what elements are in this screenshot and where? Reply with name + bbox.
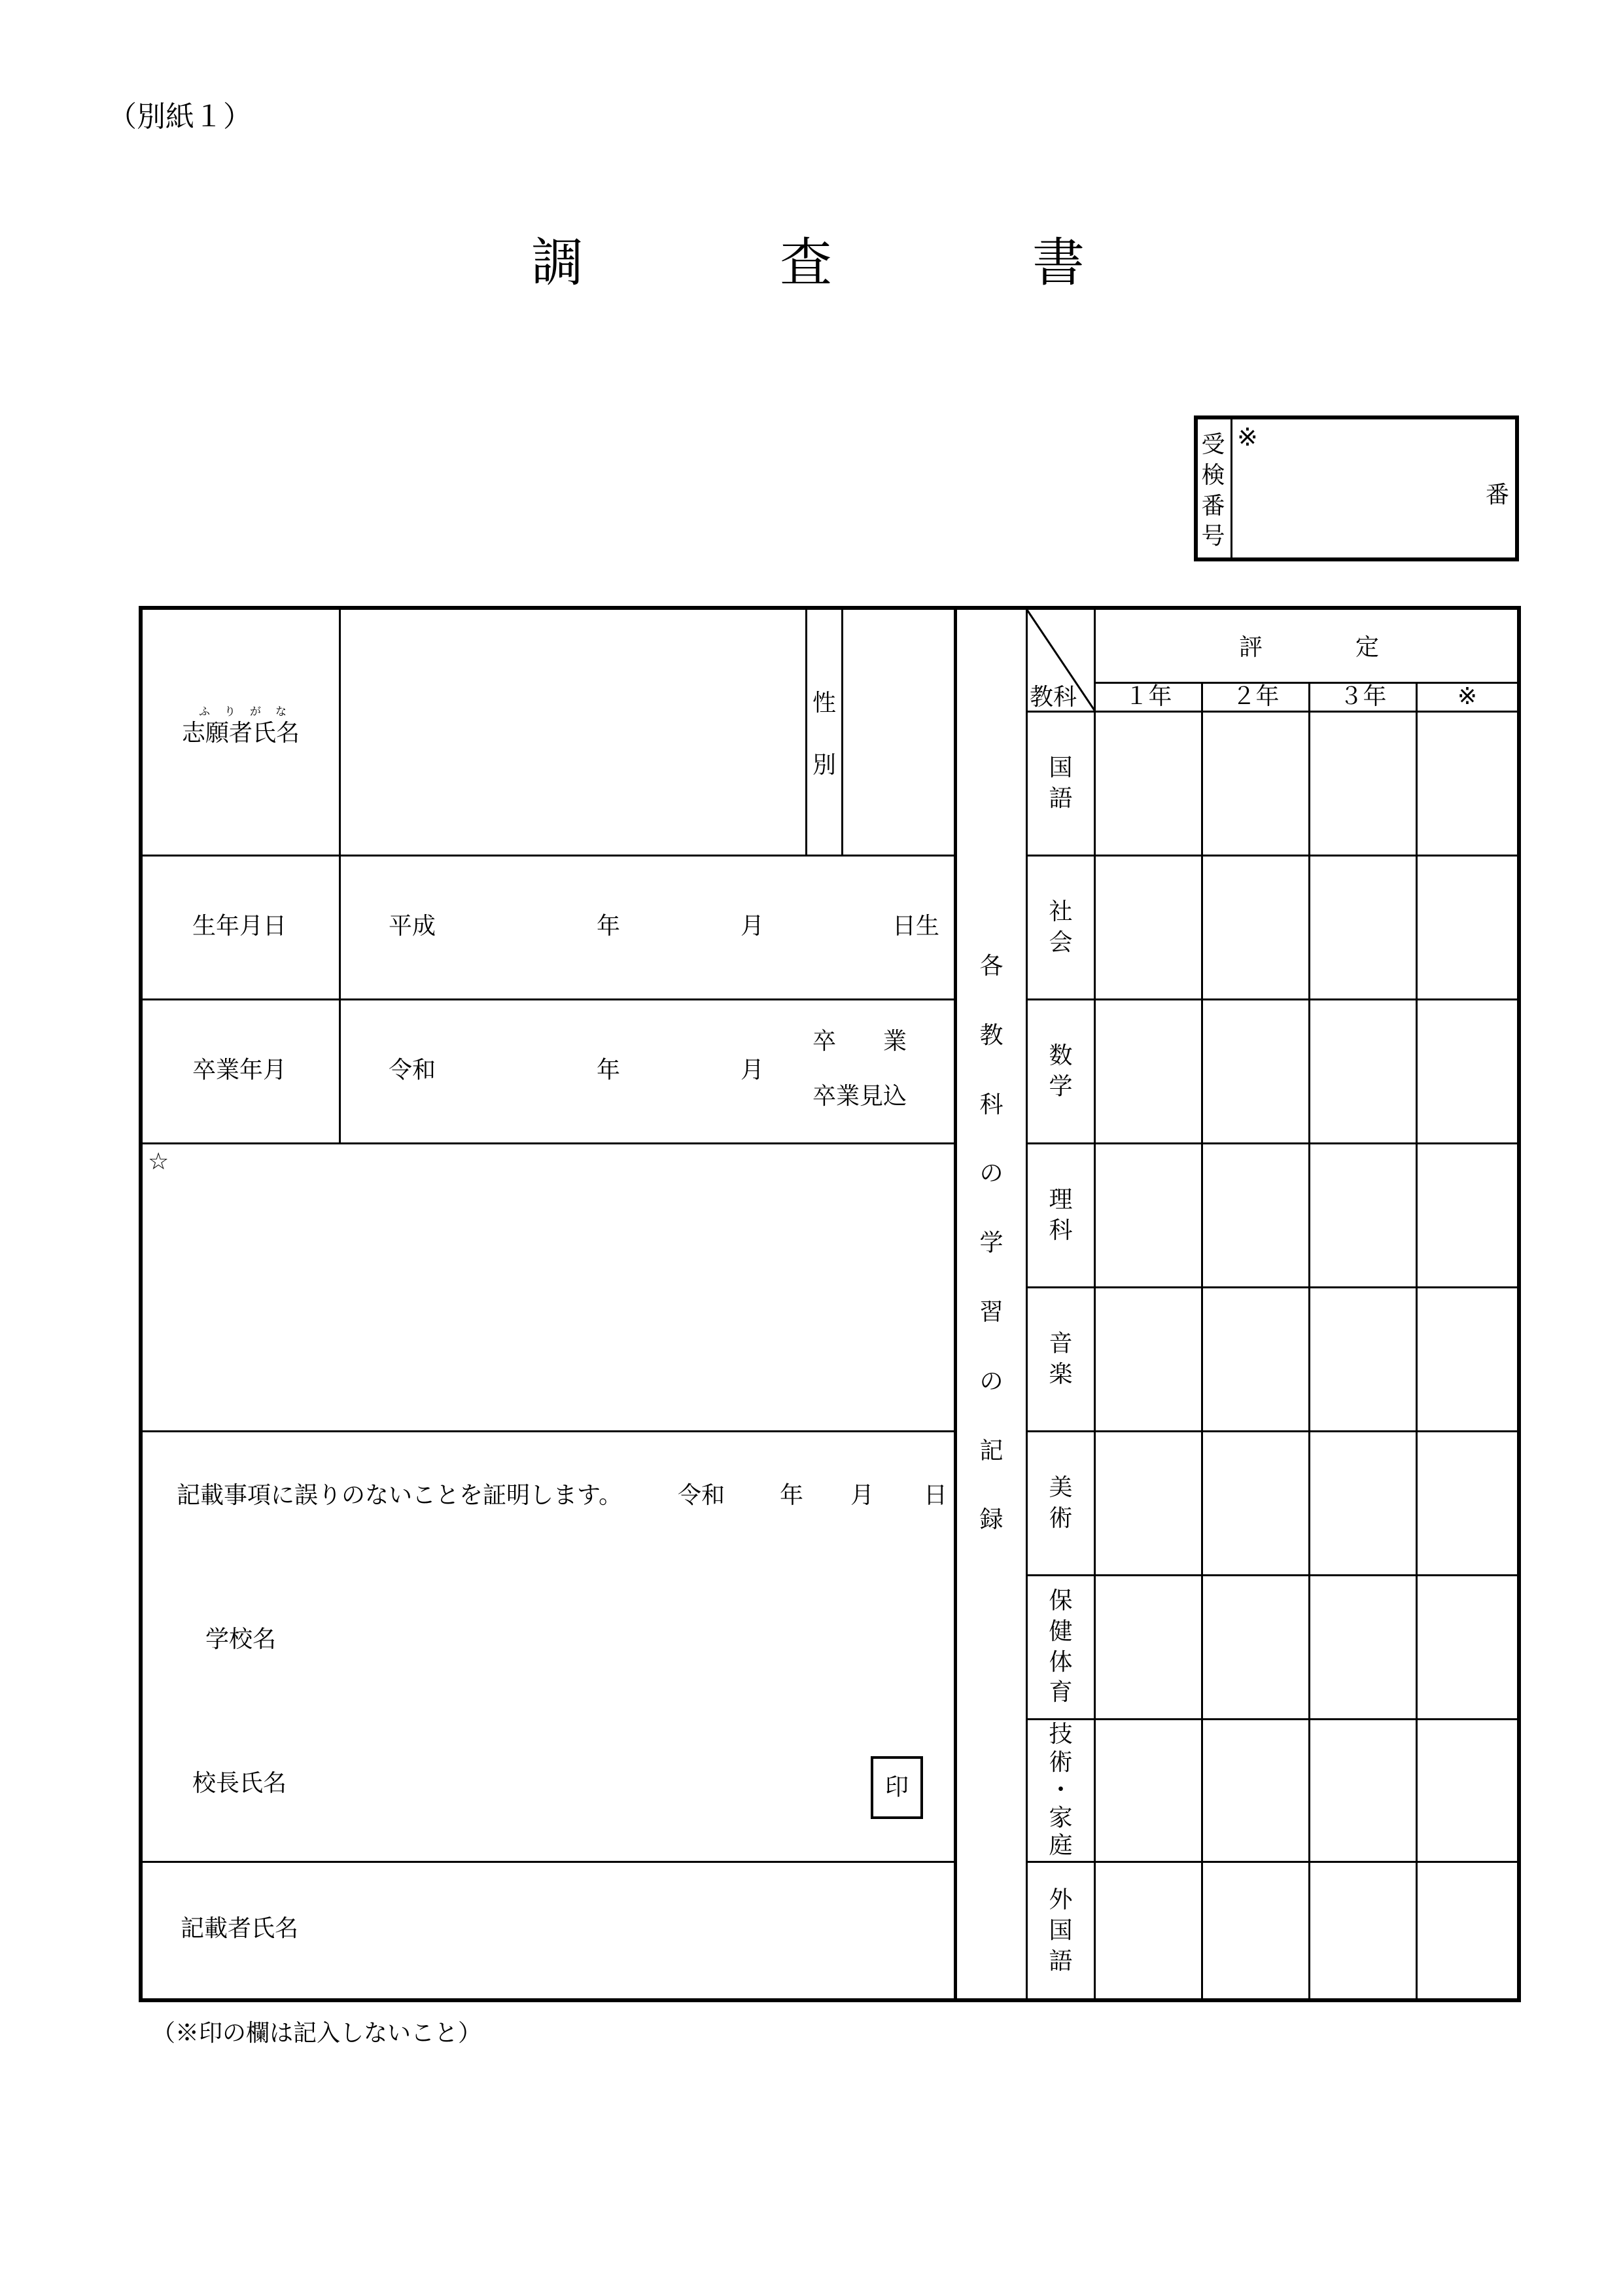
official-cell <box>1418 1144 1517 1288</box>
subject-char: 健 <box>1049 1617 1073 1645</box>
heading-char: 各 <box>979 953 1003 980</box>
subject-char: 技 <box>1049 1721 1073 1748</box>
grade-cell[interactable] <box>1310 857 1418 1000</box>
school-name-field[interactable] <box>313 1604 901 1676</box>
subject-char: 語 <box>1049 785 1073 812</box>
year-1-header: １年 <box>1125 683 1172 710</box>
grade-cell[interactable] <box>1310 1000 1418 1144</box>
subject-char: 庭 <box>1049 1832 1073 1860</box>
subject-char: 学 <box>1049 1072 1073 1100</box>
graduation-month-field[interactable] <box>627 1035 731 1107</box>
subject-header: 教科 <box>1030 684 1077 711</box>
official-cell <box>1418 1720 1517 1863</box>
birth-month-field[interactable] <box>627 891 731 963</box>
official-cell <box>1418 857 1517 1000</box>
subject-tech-home <box>1028 1720 1094 1861</box>
grade-cell[interactable] <box>1096 1144 1203 1288</box>
grade-cell[interactable] <box>1096 713 1203 857</box>
grade-cell[interactable] <box>1096 1000 1203 1144</box>
subject-char: 術 <box>1049 1748 1073 1776</box>
subject-science <box>1028 1144 1094 1286</box>
subject-char: 科 <box>1049 1216 1073 1244</box>
official-use-mark: ※ <box>1237 423 1258 451</box>
exam-number-field[interactable] <box>1237 446 1479 531</box>
heading-char: 習 <box>979 1298 1003 1326</box>
subject-social-studies <box>1028 857 1094 998</box>
grade-cell[interactable] <box>1203 1432 1310 1576</box>
birth-era: 平成 <box>389 913 436 940</box>
subject-char: ・ <box>1049 1776 1073 1804</box>
grade-cell[interactable] <box>1203 1863 1310 2000</box>
exam-label-char: 受 <box>1201 431 1225 458</box>
grade-cell[interactable] <box>1203 1576 1310 1720</box>
subject-char: 家 <box>1049 1804 1073 1831</box>
grade-cell[interactable] <box>1203 857 1310 1000</box>
sheet-label: （別紙１） <box>108 100 252 133</box>
subject-char: 語 <box>1049 1947 1073 1975</box>
grade-cell[interactable] <box>1203 1144 1310 1288</box>
graduation-month-unit: 月 <box>741 1057 765 1084</box>
graduation-option-expected[interactable]: 卒業見込 <box>812 1083 907 1110</box>
subject-char: 保 <box>1049 1587 1073 1614</box>
official-cell <box>1418 1863 1517 2000</box>
subject-char: 会 <box>1049 928 1073 956</box>
star-mark: ☆ <box>148 1148 169 1175</box>
exam-number-label <box>1198 419 1232 557</box>
heading-char: の <box>979 1368 1003 1395</box>
official-cell <box>1418 713 1517 857</box>
grade-cell[interactable] <box>1203 713 1310 857</box>
heading-char: の <box>979 1160 1003 1188</box>
grade-cell[interactable] <box>1203 1288 1310 1432</box>
subject-char: 楽 <box>1049 1360 1073 1388</box>
subject-japanese <box>1028 713 1094 855</box>
gender-label-char: 性 <box>812 690 836 716</box>
gender-label-char: 別 <box>812 751 836 779</box>
subject-char: 育 <box>1049 1679 1073 1706</box>
applicant-name-label-block <box>182 707 300 745</box>
grade-cell[interactable] <box>1096 1576 1203 1720</box>
writer-name-label: 記載者氏名 <box>181 1915 299 1942</box>
heading-char: 録 <box>979 1506 1003 1534</box>
birth-year-field[interactable] <box>450 891 581 963</box>
document-title-char-1: 調 <box>531 232 584 293</box>
subject-char: 体 <box>1049 1648 1073 1676</box>
subject-char: 美 <box>1049 1474 1073 1501</box>
exam-label-char: 号 <box>1201 523 1225 550</box>
grade-cell[interactable] <box>1096 1863 1203 2000</box>
exam-number-box <box>1194 415 1519 561</box>
heading-char: 教 <box>979 1021 1003 1049</box>
exam-number-suffix: 番 <box>1486 482 1510 508</box>
grade-cell[interactable] <box>1203 1720 1310 1863</box>
grade-cell[interactable] <box>1096 857 1203 1000</box>
document-title-char-2: 査 <box>780 232 832 293</box>
graduation-label: 卒業年月 <box>192 1057 287 1084</box>
footer-note: （※印の欄は記入しないこと） <box>152 2020 482 2047</box>
official-cell <box>1418 1288 1517 1432</box>
grade-cell[interactable] <box>1310 1576 1418 1720</box>
certification-year-unit: 年 <box>780 1482 804 1509</box>
grade-cell[interactable] <box>1096 1288 1203 1432</box>
official-cell <box>1418 1576 1517 1720</box>
birth-day-field[interactable] <box>771 891 882 963</box>
subject-char: 術 <box>1049 1504 1073 1532</box>
heading-char: 科 <box>979 1091 1003 1118</box>
principal-name-field[interactable] <box>313 1748 849 1820</box>
subject-char: 国 <box>1049 1917 1073 1945</box>
year-2-header: ２年 <box>1232 683 1280 710</box>
birth-month-unit: 月 <box>741 913 765 940</box>
birth-year-unit: 年 <box>597 913 621 940</box>
remarks-field[interactable] <box>147 1179 950 1425</box>
official-cell <box>1418 1432 1517 1576</box>
grade-entry-grid <box>1096 713 1517 2000</box>
grade-cell[interactable] <box>1310 1288 1418 1432</box>
grade-cell[interactable] <box>1096 1432 1203 1576</box>
subject-art <box>1028 1432 1094 1574</box>
subject-char: 国 <box>1049 754 1073 781</box>
seal-box <box>871 1756 923 1819</box>
grade-cell[interactable] <box>1310 1144 1418 1288</box>
certification-month-unit: 月 <box>850 1482 875 1509</box>
certification-statement: 記載事項に誤りのないことを証明します。 <box>177 1482 623 1509</box>
certification-era: 令和 <box>678 1482 725 1509</box>
grade-cell[interactable] <box>1310 1720 1418 1863</box>
rating-header-char: 定 <box>1355 634 1380 661</box>
school-name-label: 学校名 <box>205 1626 277 1653</box>
grade-cell[interactable] <box>1310 713 1418 857</box>
applicant-name-label: 志願者氏名 <box>182 720 300 747</box>
gender-label <box>807 688 841 781</box>
subject-health-pe <box>1028 1576 1094 1718</box>
subject-char: 音 <box>1049 1330 1073 1357</box>
learning-record-heading <box>957 951 1026 1536</box>
heading-char: 記 <box>979 1437 1003 1464</box>
subject-char: 理 <box>1049 1186 1073 1213</box>
year-3-header: ３年 <box>1339 683 1387 710</box>
furigana-char: り <box>224 705 236 718</box>
grade-cell[interactable] <box>1310 1863 1418 2000</box>
furigana-char: ふ <box>199 705 210 718</box>
seal-label: 印 <box>884 1774 909 1801</box>
subject-char: 外 <box>1049 1886 1073 1914</box>
heading-char: 学 <box>979 1229 1003 1257</box>
grade-cell[interactable] <box>1096 1720 1203 1863</box>
graduation-year-field[interactable] <box>450 1035 581 1107</box>
official-cell <box>1418 1000 1517 1144</box>
writer-name-field[interactable] <box>313 1892 941 1971</box>
exam-label-char: 検 <box>1201 461 1225 489</box>
gender-field[interactable] <box>844 612 951 852</box>
principal-name-label: 校長氏名 <box>192 1770 287 1797</box>
grade-cell[interactable] <box>1203 1000 1310 1144</box>
survey-form-table <box>139 606 1521 2002</box>
graduation-year-unit: 年 <box>597 1057 621 1084</box>
exam-label-char: 番 <box>1201 492 1225 520</box>
subject-mathematics <box>1028 1000 1094 1142</box>
furigana-char: な <box>275 705 287 718</box>
furigana-char: が <box>250 705 261 718</box>
applicant-name-field[interactable] <box>343 612 803 852</box>
official-use-header: ※ <box>1457 683 1478 710</box>
subject-music <box>1028 1288 1094 1430</box>
rating-header-char: 評 <box>1239 634 1263 661</box>
graduation-era: 令和 <box>389 1057 436 1084</box>
graduation-option-graduated[interactable]: 卒 業 <box>812 1028 907 1055</box>
subject-char: 数 <box>1049 1042 1073 1069</box>
document-title-char-3: 書 <box>1032 232 1085 293</box>
birth-day-unit: 日生 <box>892 913 940 940</box>
subject-char: 社 <box>1049 898 1073 925</box>
certification-day-unit: 日 <box>924 1482 948 1509</box>
birth-date-label: 生年月日 <box>192 913 287 940</box>
grade-cell[interactable] <box>1310 1432 1418 1576</box>
subject-foreign-language <box>1028 1863 1094 2000</box>
